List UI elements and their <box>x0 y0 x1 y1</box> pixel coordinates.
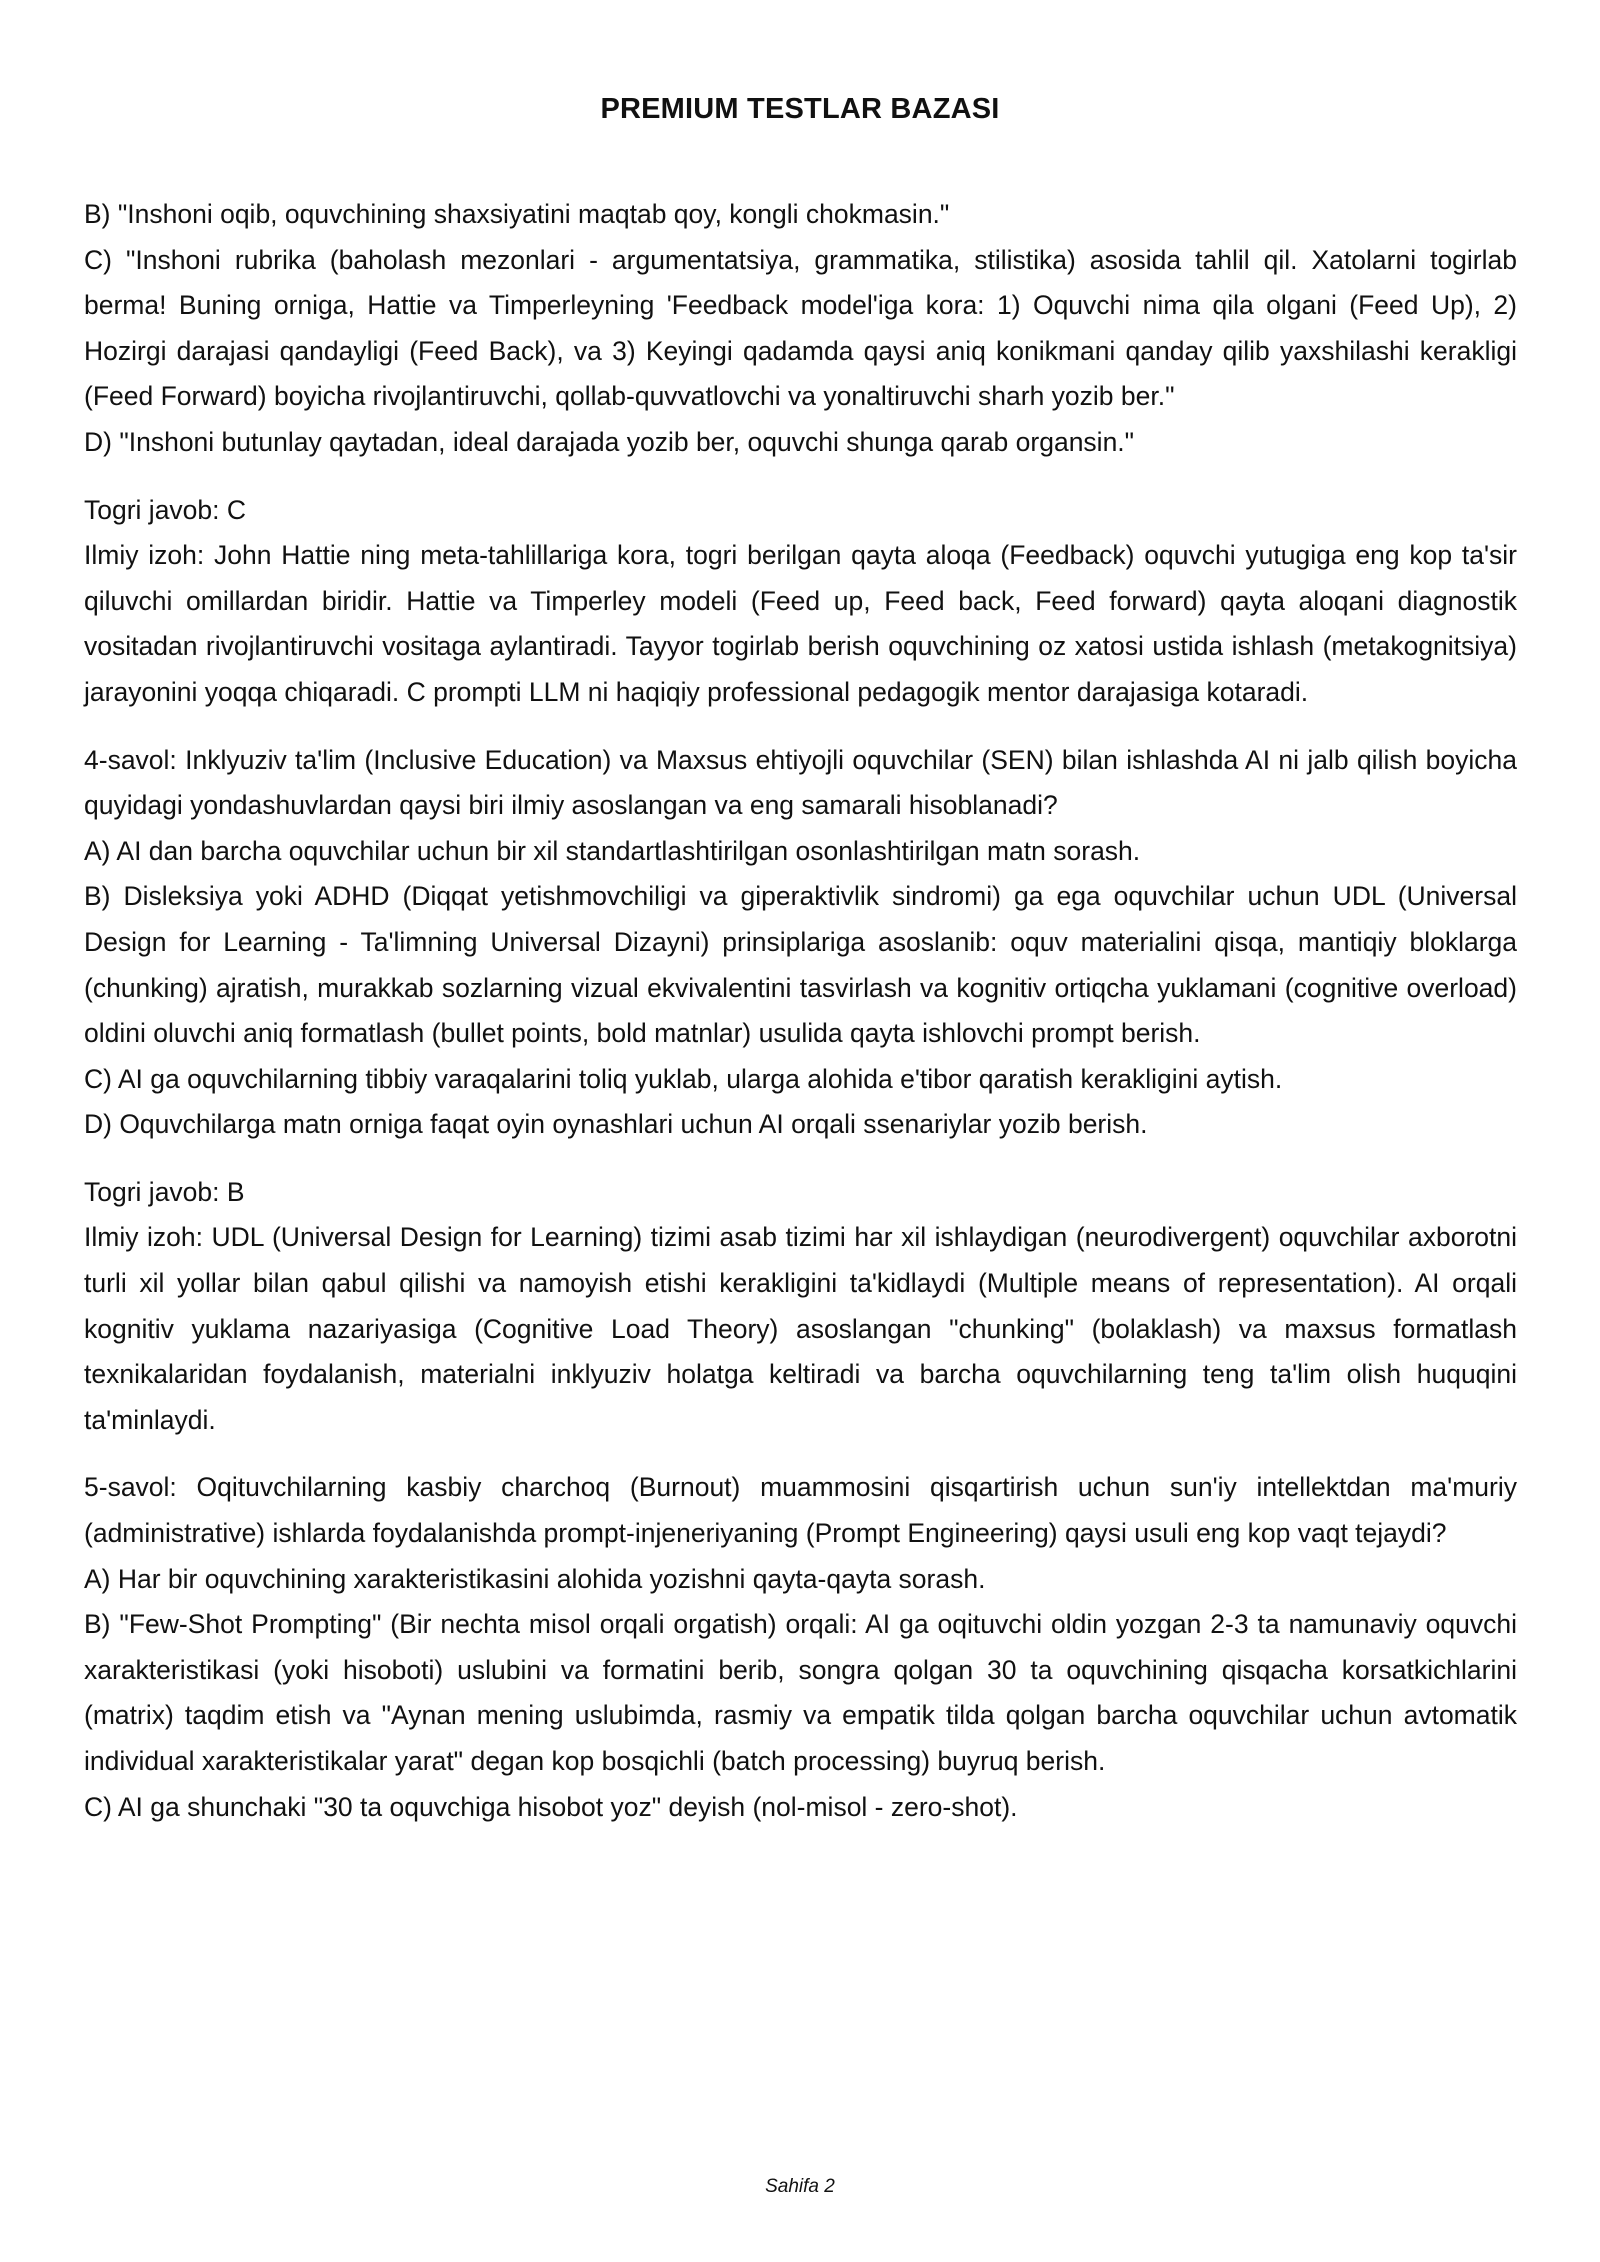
document-body <box>84 192 1517 1830</box>
answer-options-block <box>84 192 1517 466</box>
correct-answer: Togri javob: C <box>84 494 247 525</box>
page-title: PREMIUM TESTLAR BAZASI <box>600 93 1000 125</box>
paragraph-gap <box>84 1443 1517 1465</box>
paragraph-gap <box>84 466 1517 488</box>
paragraph-gap <box>84 716 1517 738</box>
question-4-option-d: D) Oquvchilarga matn orniga faqat oyin oynashlari uchun AI orqali ssenariylar yozib berish. <box>84 1109 1148 1140</box>
question-5-block <box>84 1465 1517 1830</box>
question-4-block <box>84 738 1517 1148</box>
question-5-option-a: A) Har bir oquvchining xarakteristikasini alohida yozishni qayta-qayta sorash. <box>84 1563 986 1594</box>
question-5-text: 5-savol: Oqituvchilarning kasbiy charchoq (Burnout) muammosini qisqartirish uchun sun'iy intellektdan ma'muriy (administrative) ishlarda foydalanishda prompt-injeneriyaning (Prompt Engineering) qaysi usuli eng kop vaqt tejaydi? <box>84 1472 1517 1549</box>
question-4-explanation: Ilmiy izoh: UDL (Universal Design for Learning) tizimi asab tizimi har xil ishlaydigan (neurodivergent) oquvchilar axborotni turli xil yollar bilan qabul qilishi va namoyish etishi kerakligini ta'kidlaydi (Multiple means of representation). AI orqali kognitiv yuklama nazariyasiga (Cognitive Load Theory) asoslangan "chunking" (bolaklash) va maxsus formatlash texnikalaridan foydalanish, materialni inklyuziv holatga keltiradi va barcha oquvchilarning teng ta'lim olish huquqini ta'minlaydi. <box>84 1222 1517 1435</box>
option-d: D) "Inshoni butunlay qaytadan, ideal darajada yozib ber, oquvchi shunga qarab organsin." <box>84 426 1135 457</box>
question-4-answer-block <box>84 1170 1517 1444</box>
scientific-explanation: Ilmiy izoh: John Hattie ning meta-tahlillariga kora, togri berilgan qayta aloqa (Feedback) oquvchi yutugiga eng kop ta'sir qiluvchi omillardan biridir. Hattie va Timperley modeli (Feed up, Feed back, Feed forward) qayta aloqani diagnostik vositadan rivojlantiruvchi vositaga aylantiradi. Tayyor togirlab berish oquvchining oz xatosi ustida ishlash (metakognitsiya) jarayonini yoqqa chiqaradi. C prompti LLM ni haqiqiy professional pedagogik mentor darajasiga kotaradi. <box>84 540 1517 707</box>
page-number: Sahifa 2 <box>765 2176 835 2197</box>
question-4-option-b: B) Disleksiya yoki ADHD (Diqqat yetishmovchiligi va giperaktivlik sindromi) ga ega oquvchilar uchun UDL (Universal Design for Learning - Ta'limning Universal Dizayni) prinsiplariga asoslanib: oquv materialini qisqa, mantiqiy bloklarga (chunking) ajratish, murakkab sozlarning vizual ekvivalentini tasvirlash va kognitiv ortiqcha yuklamani (cognitive overload) oldini oluvchi aniq formatlash (bullet points, bold matnlar) usulida qayta ishlovchi prompt berish. <box>84 881 1517 1049</box>
option-c: C) "Inshoni rubrika (baholash mezonlari - argumentatsiya, grammatika, stilistika) asosida tahlil qil. Xatolarni togirlab berma! Buning orniga, Hattie va Timperleyning 'Feedback model'iga kora: 1) Oquvchi nima qila olgani (Feed Up), 2) Hozirgi darajasi qandayligi (Feed Back), va 3) Keyingi qadamda qaysi aniq konikmani qanday qilib yaxshilashi kerakligi (Feed Forward) boyicha rivojlantiruvchi, qollab-quvvatlovchi va yonaltiruvchi sharh yozib ber." <box>84 244 1517 412</box>
answer-explanation-block <box>84 488 1517 716</box>
option-b: B) "Inshoni oqib, oquvchining shaxsiyatini maqtab qoy, kongli chokmasin." <box>84 199 950 229</box>
question-4-option-a: A) AI dan barcha oquvchilar uchun bir xil standartlashtirilgan osonlashtirilgan matn sorash. <box>84 835 1141 866</box>
question-4-text: 4-savol: Inklyuziv ta'lim (Inclusive Education) va Maxsus ehtiyojli oquvchilar (SEN) bilan ishlashda AI ni jalb qilish boyicha quyidagi yondashuvlardan qaysi biri ilmiy asoslangan va eng samarali hisoblanadi? <box>84 744 1517 821</box>
question-5-option-b: B) "Few-Shot Prompting" (Bir nechta misol orqali orgatish) orqali: AI ga oqituvchi oldin yozgan 2-3 ta namunaviy oquvchi xarakteristikasi (yoki hisoboti) uslubini va formatini berib, songra qolgan 30 ta oquvchining qisqacha korsatkichlarini (matrix) taqdim etish va "Aynan mening uslubimda, rasmiy va empatik tilda qolgan barcha oquvchilar uchun avtomatik individual xarakteristikalar yarat" degan kop bosqichli (batch processing) buyruq berish. <box>84 1609 1517 1776</box>
question-5-option-c: C) AI ga shunchaki "30 ta oquvchiga hisobot yoz" deyish (nol-misol - zero-shot). <box>84 1791 1018 1822</box>
question-4-option-c: C) AI ga oquvchilarning tibbiy varaqalarini toliq yuklab, ularga alohida e'tibor qaratish kerakligini aytish. <box>84 1063 1283 1094</box>
paragraph-gap <box>84 1148 1517 1170</box>
question-4-correct-answer: Togri javob: B <box>84 1176 245 1207</box>
